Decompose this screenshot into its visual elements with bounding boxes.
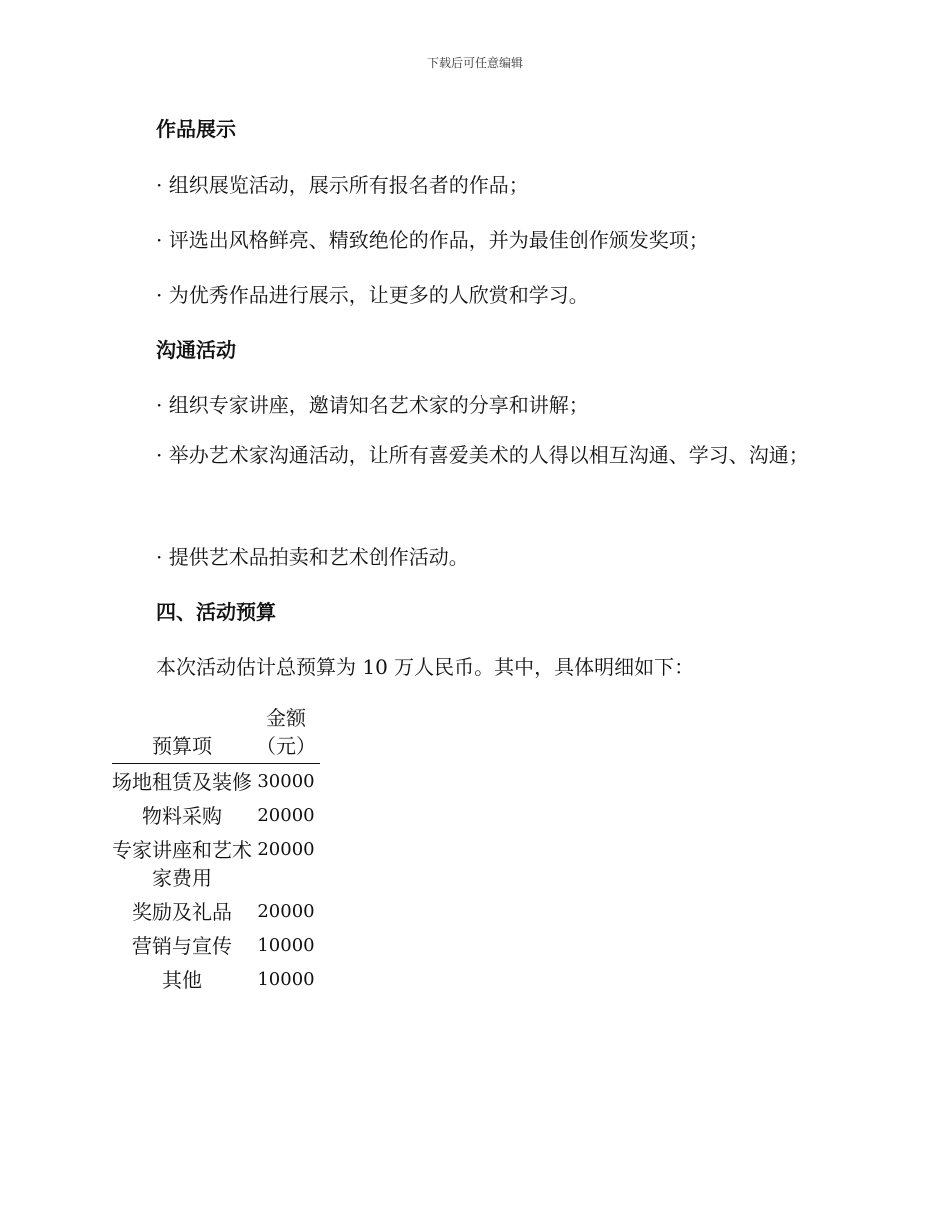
table-row xyxy=(112,928,320,962)
table-row xyxy=(112,962,320,996)
list-item: · 提供艺术品拍卖和艺术创作活动。 xyxy=(156,545,469,569)
budget-table xyxy=(112,704,320,996)
section-title-budget: 四、活动预算 xyxy=(156,600,276,624)
table-header-row xyxy=(112,704,320,764)
table-cell-amount: 20000 xyxy=(257,839,315,860)
section-title-communication: 沟通活动 xyxy=(156,338,236,362)
table-cell-amount: 20000 xyxy=(257,805,315,826)
table-header-item: 预算项 xyxy=(112,704,252,764)
table-cell-amount: 10000 xyxy=(257,935,315,956)
table-row xyxy=(112,894,320,928)
table-cell-item: 物料采购 xyxy=(142,804,222,828)
list-item: · 为优秀作品进行展示，让更多的人欣赏和学习。 xyxy=(156,283,589,307)
list-item: · 评选出风格鲜亮、精致绝伦的作品，并为最佳创作颁发奖项； xyxy=(156,228,709,252)
table-header-amount: 金额（元） xyxy=(252,704,320,764)
table-cell-amount: 30000 xyxy=(257,771,315,792)
table-row xyxy=(112,764,320,799)
table-cell-item: 其他 xyxy=(162,968,202,992)
table-cell-item: 场地租赁及装修 xyxy=(112,770,252,794)
table-cell-amount: 20000 xyxy=(257,901,315,922)
list-item: · 组织专家讲座，邀请知名艺术家的分享和讲解； xyxy=(156,393,589,417)
page-header: 下载后可任意编辑 xyxy=(426,56,523,70)
table-row xyxy=(112,798,320,832)
list-item: · 组织展览活动，展示所有报名者的作品； xyxy=(156,173,529,197)
table-row xyxy=(112,832,320,894)
table-cell-item: 营销与宣传 xyxy=(132,934,232,958)
table-cell-item: 奖励及礼品 xyxy=(132,900,232,924)
budget-intro: 本次活动估计总预算为 10 万人民币。其中，具体明细如下： xyxy=(156,655,695,679)
list-item: · 举办艺术家沟通活动，让所有喜爱美术的人得以相互沟通、学习、沟通； xyxy=(156,443,809,467)
table-cell-amount: 10000 xyxy=(257,969,315,990)
table-cell-item: 专家讲座和艺术家费用 xyxy=(112,838,252,890)
section-title-works: 作品展示 xyxy=(156,117,236,141)
